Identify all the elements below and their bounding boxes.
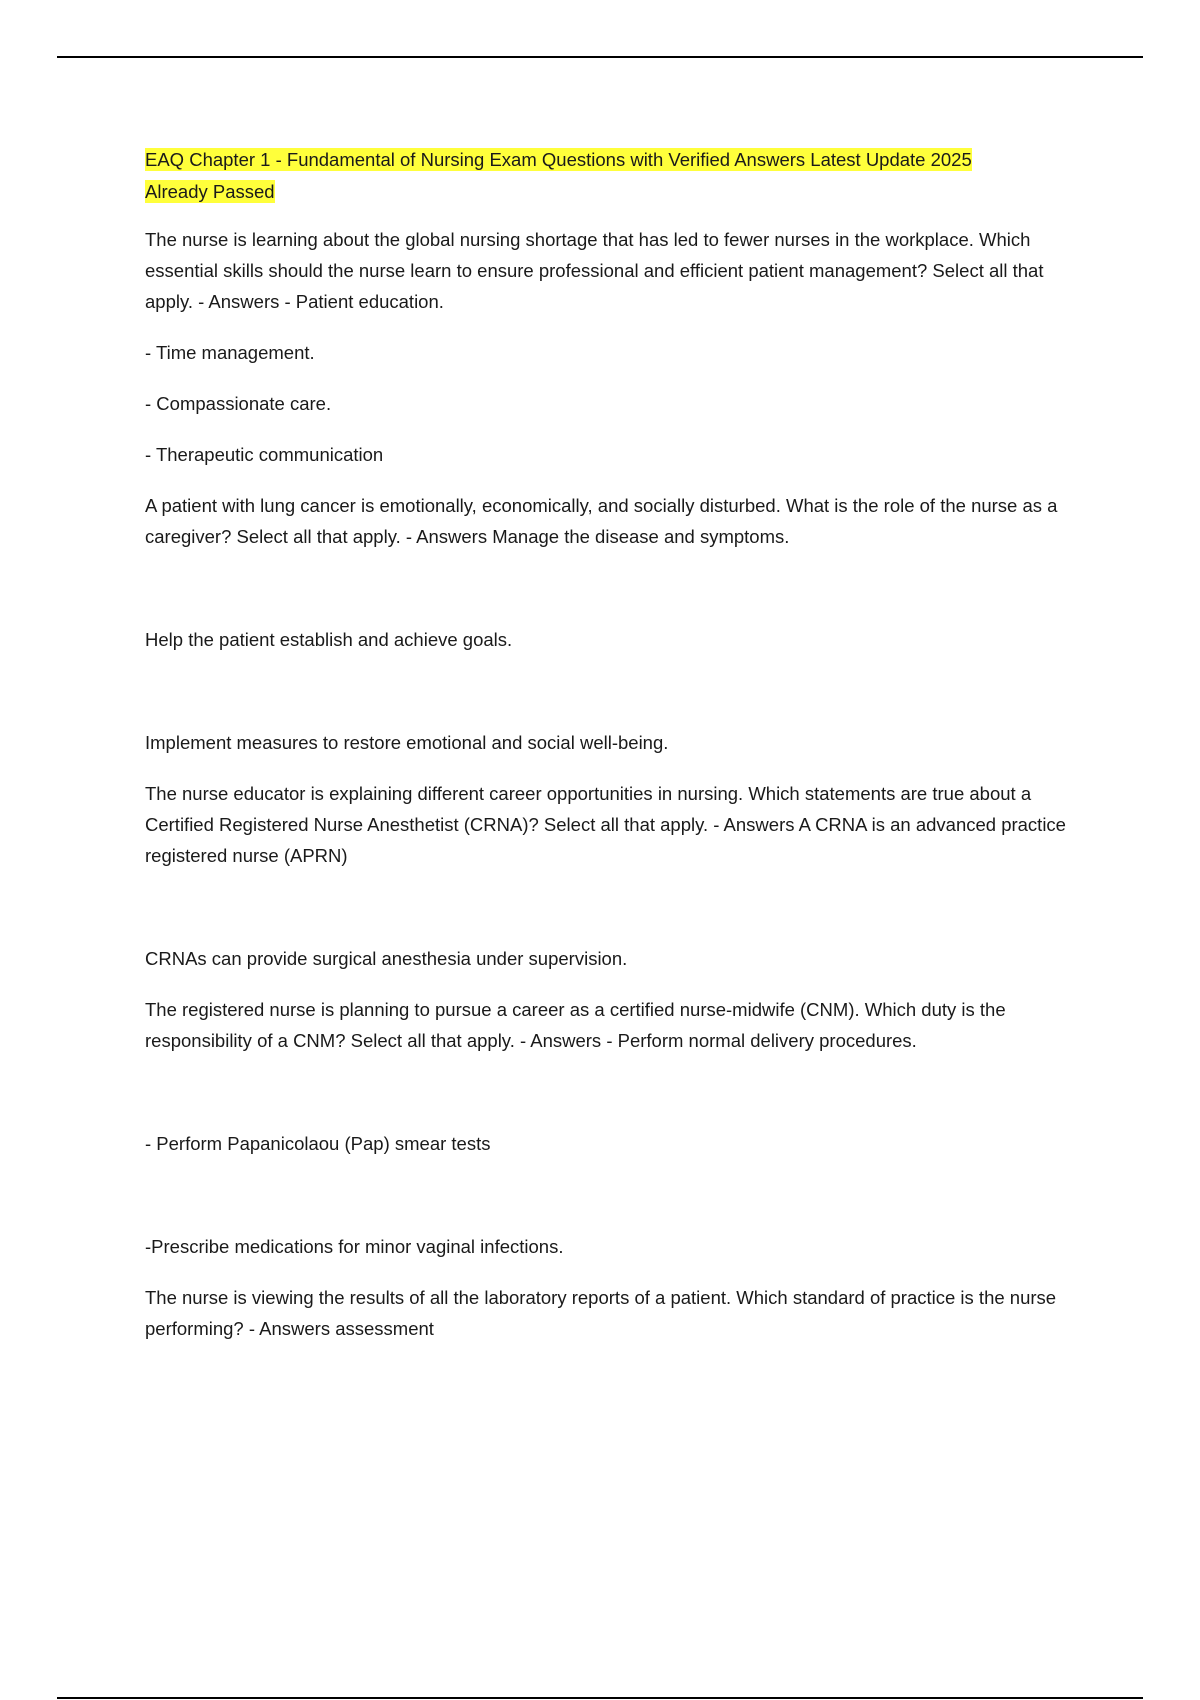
document-title [145,144,1085,208]
question-2: A patient with lung cancer is emotionally, economically, and socially disturbed. What is the role of the nurse as a caregiver? Select all that apply. - Answers Manage the disease and symptoms. [145,495,1058,547]
bottom-rule [57,1697,1143,1699]
question-1: The nurse is learning about the global nursing shortage that has led to fewer nurses in the workplace. Which essential skills should the nurse learn to ensure professional and efficient patient management? Select all that apply. - Answers - Patient education. [145,229,1044,312]
question-4: The registered nurse is planning to pursue a career as a certified nurse-midwife (CNM). Which duty is the responsibility of a CNM? Select all that apply. - Answers - Perform normal delivery procedures. [145,999,1006,1051]
answer-item: - Time management. [145,342,315,363]
answer-item: -Prescribe medications for minor vaginal infections. [145,1236,564,1257]
answer-item: CRNAs can provide surgical anesthesia under supervision. [145,948,628,969]
title-line-1: EAQ Chapter 1 - Fundamental of Nursing Exam Questions with Verified Answers Latest Update 2025 [145,149,972,170]
answer-item: Help the patient establish and achieve goals. [145,629,513,650]
answer-item: Implement measures to restore emotional and social well-being. [145,732,669,753]
top-rule [57,56,1143,58]
question-3: The nurse educator is explaining different career opportunities in nursing. Which statements are true about a Certified Registered Nurse Anesthetist (CRNA)? Select all that apply. - Answers A CRNA is an advanced practice registered nurse (APRN) [145,783,1066,866]
answer-item: - Compassionate care. [145,393,332,414]
answer-item: - Therapeutic communication [145,444,384,465]
title-line-2: Already Passed [145,181,275,202]
question-5: The nurse is viewing the results of all the laboratory reports of a patient. Which standard of practice is the nurse performing? - Answers assessment [145,1287,1057,1339]
answer-item: - Perform Papanicolaou (Pap) smear tests [145,1133,491,1154]
document-body [145,144,1085,1364]
